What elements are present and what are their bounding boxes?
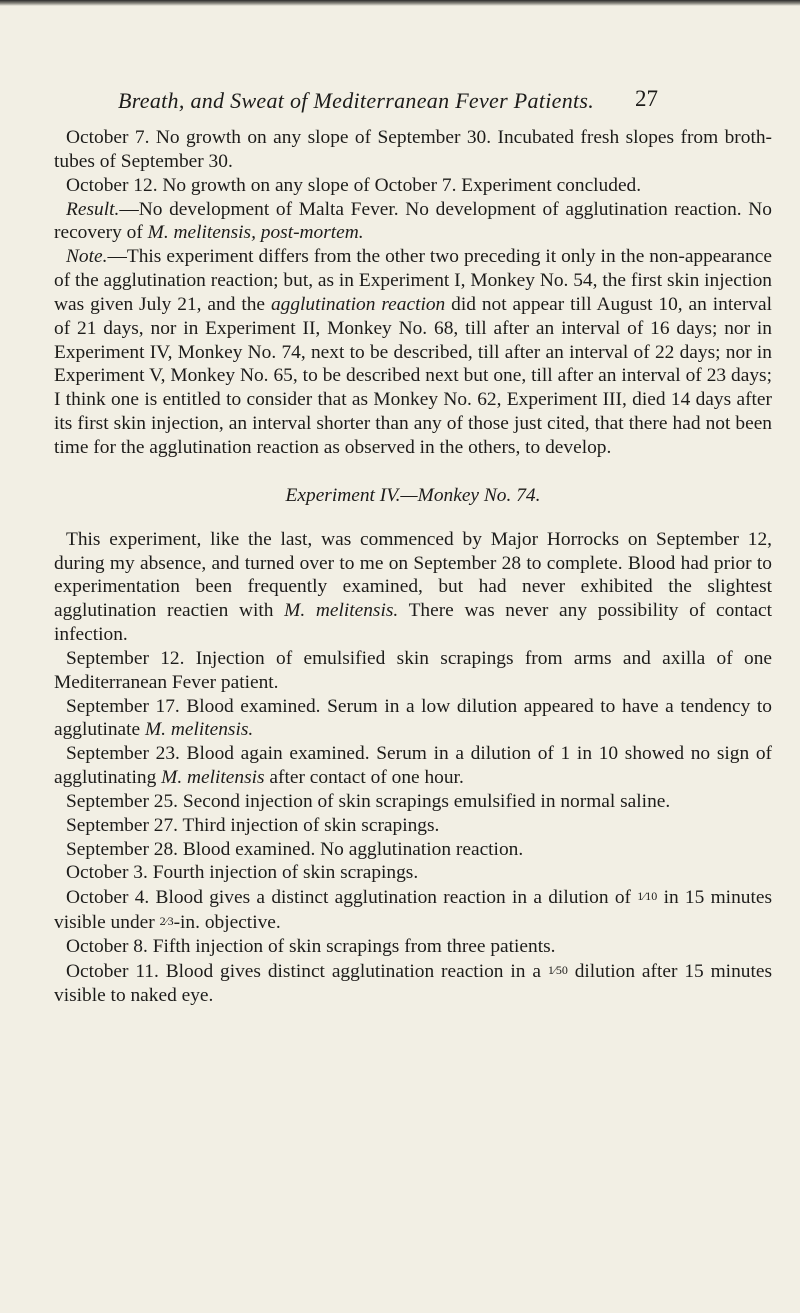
fraction: 1⁄10 [637,889,658,904]
fraction: 1⁄50 [547,962,568,977]
page-edge-shadow [0,0,800,6]
running-header: Breath, and Sweat of Mediterranean Fever Patients. [118,88,595,113]
paragraph: This experiment, like the last, was commenced by Major Horrocks on September 12, during my absence, and turned over to me on September 28 to complete. Blood had prior to experimentation been frequently examined, but had never exhibited the slightest agglutination reactien with M. melitensis. There was never any possibility of contact infection. [54,528,772,646]
paragraph: October 7. No growth on any slope of September 30. Incubated fresh slopes from broth-tubes of September 30. [54,127,772,172]
fraction: 2⁄3 [159,914,174,929]
note-label: Note. [66,246,108,268]
page-number: 27 [635,86,658,111]
paragraph: September 27. Third injection of skin scrapings. [66,814,440,836]
paragraph-note: Note.—This experiment differs from the other two preceding it only in the non-appearance of the agglutination reaction; but, as in Experiment I, Monkey No. 54, the first skin injection was given July 21, and the agglutination reaction did not appear till August 10, an interval of 21 days, nor in Experiment II, Monkey No. 68, till after an interval of 16 days; nor in Experiment IV, Monkey No. 74, next to be described, till after an interval of 22 days; nor in Experiment V, Monkey No. 65, to be described next but one, till after an interval of 23 days; I think one is entitled to consider that as Monkey No. 62, Experiment III, died 14 days after its first skin injection, an interval shorter than any of those just cited, that there had not been time for the agglutination reaction as observed in the others, to develop. [54,246,772,458]
paragraph: October 4. Blood gives a distinct agglutination reaction in a dilution of 1⁄10 in 15 minutes visible under 2⁄3-in. objective. [54,887,772,934]
paragraph: October 3. Fourth injection of skin scrapings. [66,862,419,884]
result-label: Result. [66,198,120,220]
paragraph-result: Result.—No development of Malta Fever. No development of agglutination reaction. No recovery of M. melitensis, post-mortem. [54,198,772,244]
paragraph: September 12. Injection of emulsified skin scrapings from arms and axilla of one Mediterranean Fever patient. [54,647,772,693]
paragraph: September 17. Blood examined. Serum in a low dilution appeared to have a tendency to agglutinate M. melitensis. [54,695,772,741]
paragraph: October 8. Fifth injection of skin scrapings from three patients. [66,936,556,957]
paragraph: October 12. No growth on any slope of October 7. Experiment concluded. [66,174,642,196]
section-heading: Experiment IV.—Monkey No. 74. [285,484,541,506]
paragraph: September 23. Blood again examined. Serum in a dilution of 1 in 10 showed no sign of agglutinating M. melitensis after contact of one hour. [54,743,772,789]
body-text [54,126,772,1008]
paragraph: October 11. Blood gives distinct agglutination reaction in a 1⁄50 dilution after 15 minutes visible to naked eye. [54,960,772,1006]
paragraph: September 25. Second injection of skin scrapings emulsified in normal saline. [66,790,671,812]
paragraph: September 28. Blood examined. No agglutination reaction. [66,838,524,860]
